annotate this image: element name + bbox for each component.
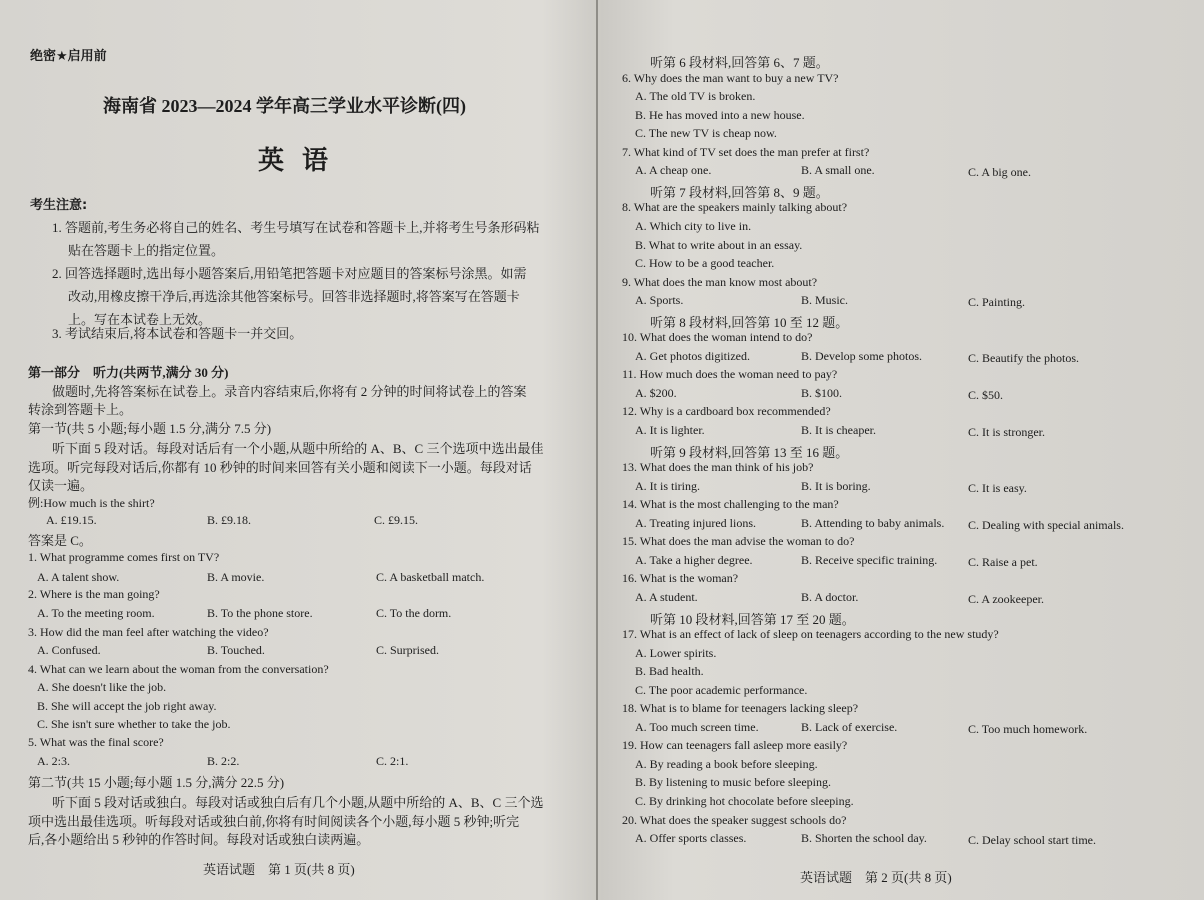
option-b: B. Develop some photos.: [801, 348, 922, 363]
option-a: A. Offer sports classes.: [635, 831, 747, 846]
example-answer: 答案是 C。: [28, 533, 92, 548]
part1-intro-line: 转涂到答题卡上。: [28, 402, 133, 417]
option-b: B. It is boring.: [801, 478, 871, 493]
option-c: C. By drinking hot chocolate before sleeping.: [635, 794, 854, 808]
option-b: B. He has moved into a new house.: [635, 107, 805, 122]
option-b: B. A doctor.: [801, 589, 859, 604]
option-a: A. $200.: [635, 385, 677, 400]
option-b: B. It is cheaper.: [801, 423, 876, 437]
notice-heading: 考生注意:: [30, 198, 88, 213]
option-a: A. A student.: [635, 589, 698, 604]
option-c: C. The poor academic performance.: [635, 682, 808, 697]
notice-line: 1. 答题前,考生务必将自己的姓名、考生号填写在试卷和答题卡上,并将考生号条形码粘: [52, 220, 540, 235]
section2-intro-line: 后,各小题给出 5 秒钟的作答时间。每段对话或独白读两遍。: [28, 832, 370, 847]
option-b: B. Attending to baby animals.: [801, 515, 945, 530]
part1-intro-line: 做题时,先将答案标在试卷上。录音内容结束后,你将有 2 分钟的时间将试卷上的答案: [52, 384, 527, 399]
section1-intro-line: 选项。听完每段对话后,你都有 10 秒钟的时间来回答有关小题和阅读下一小题。每段对话: [28, 460, 532, 475]
option-c: C. $50.: [968, 387, 1004, 402]
question-3: 3. How did the man feel after watching the video?: [28, 625, 269, 639]
audio-intro: 听第 8 段材料,回答第 10 至 12 题。: [650, 314, 849, 330]
audio-intro: 听第 7 段材料,回答第 8、9 题。: [650, 184, 829, 200]
option-c: C. How to be a good teacher.: [635, 256, 775, 271]
question: 10. What does the woman intend to do?: [622, 330, 813, 345]
question-5-option-b: B. 2:2.: [207, 754, 240, 768]
notice-line: 3. 考试结束后,将本试卷和答题卡一并交回。: [52, 326, 303, 341]
option-b: B. Music.: [801, 293, 849, 308]
audio-intro: 听第 6 段材料,回答第 6、7 题。: [650, 55, 829, 70]
option-a: A. Which city to live in.: [635, 218, 752, 233]
question: 18. What is to blame for teenagers lacking sleep?: [622, 701, 859, 716]
option-c: C. Delay school start time.: [968, 833, 1096, 848]
page-footer: 英语试题 第 1 页(共 8 页): [203, 862, 355, 877]
question: 7. What kind of TV set does the man prefer at first?: [622, 144, 870, 159]
subject-title: 英语: [258, 146, 347, 176]
option-c: C. It is stronger.: [968, 425, 1045, 439]
section2-intro-line: 项中选出最佳选项。听每段对话或独白前,你将有时间阅读各个小题,每小题 5 秒钟;听完: [28, 814, 520, 829]
exam-title: 海南省 2023—2024 学年高三学业水平诊断(四): [103, 96, 466, 116]
confidential-label: 绝密★启用前: [30, 49, 107, 64]
option-b: B. $100.: [801, 385, 843, 400]
section1-heading: 第一节(共 5 小题;每小题 1.5 分,满分 7.5 分): [28, 421, 272, 436]
question-3-option-b: B. Touched.: [207, 643, 265, 657]
option-c: C. Too much homework.: [968, 721, 1088, 736]
question-1: 1. What programme comes first on TV?: [28, 550, 220, 564]
option-c: C. Dealing with special animals.: [968, 517, 1124, 532]
section2-intro-line: 听下面 5 段对话或独白。每段对话或独白后有几个小题,从题中所给的 A、B、C 三个选: [52, 795, 544, 810]
notice-line: 贴在答题卡上的指定位置。: [68, 243, 225, 258]
question-5-option-c: C. 2:1.: [376, 754, 409, 768]
notice-line: 2. 回答选择题时,选出每小题答案后,用铅笔把答题卡对应题目的答案标号涂黑。如需: [52, 266, 527, 281]
question-2-option-c: C. To the dorm.: [376, 606, 452, 620]
question-2-option-b: B. To the phone store.: [207, 606, 313, 620]
question-4-option-c: C. She isn't sure whether to take the job.: [37, 717, 231, 731]
audio-intro: 听第 10 段材料,回答第 17 至 20 题。: [650, 611, 855, 627]
example-question: 例:How much is the shirt?: [28, 496, 155, 510]
section1-intro-line: 听下面 5 段对话。每段对话后有一个小题,从题中所给的 A、B、C 三个选项中选出最佳: [52, 441, 544, 456]
page-footer: 英语试题 第 2 页(共 8 页): [800, 870, 952, 885]
question-3-option-c: C. Surprised.: [376, 643, 439, 657]
question: 9. What does the man know most about?: [622, 274, 818, 289]
question-1-option-c: C. A basketball match.: [376, 570, 485, 584]
question-1-option-a: A. A talent show.: [37, 570, 120, 584]
question: 14. What is the most challenging to the man?: [622, 497, 839, 512]
question: 17. What is an effect of lack of sleep on teenagers according to the new study?: [622, 627, 999, 642]
notice-line: 上。写在本试卷上无效。: [68, 312, 212, 327]
option-a: A. Sports.: [635, 293, 684, 308]
question-2-option-a: A. To the meeting room.: [37, 606, 155, 620]
audio-intro: 听第 9 段材料,回答第 13 至 16 题。: [650, 444, 849, 460]
option-c: C. Raise a pet.: [968, 554, 1038, 569]
example-option-c: C. £9.15.: [374, 513, 419, 527]
option-b: B. Lack of exercise.: [801, 719, 898, 734]
option-a: A. It is lighter.: [635, 423, 705, 437]
right-page: [598, 0, 1204, 900]
option-a: A. By reading a book before sleeping.: [635, 756, 818, 771]
question-5-option-a: A. 2:3.: [37, 754, 70, 768]
option-c: C. Painting.: [968, 295, 1026, 310]
part1-heading: 第一部分 听力(共两节,满分 30 分): [28, 365, 229, 380]
question: 15. What does the man advise the woman to do?: [622, 534, 855, 549]
option-c: C. A zookeeper.: [968, 591, 1044, 606]
option-c: C. It is easy.: [968, 480, 1027, 495]
section1-intro-line: 仅读一遍。: [28, 478, 94, 493]
example-option-b: B. £9.18.: [207, 513, 252, 527]
question-2: 2. Where is the man going?: [28, 587, 160, 601]
question: 11. How much does the woman need to pay?: [622, 367, 838, 382]
question: 20. What does the speaker suggest schools do?: [622, 812, 847, 827]
question: 13. What does the man think of his job?: [622, 460, 814, 475]
question: 12. Why is a cardboard box recommended?: [622, 404, 831, 419]
option-c: C. The new TV is cheap now.: [635, 126, 777, 141]
question: 16. What is the woman?: [622, 571, 739, 586]
option-b: B. By listening to music before sleeping.: [635, 775, 831, 790]
section2-heading: 第二节(共 15 小题;每小题 1.5 分,满分 22.5 分): [28, 775, 285, 790]
question-4-option-b: B. She will accept the job right away.: [37, 699, 217, 713]
example-option-a: A. £19.15.: [46, 513, 97, 527]
question-3-option-a: A. Confused.: [37, 643, 101, 657]
notice-line: 改动,用橡皮擦干净后,再选涂其他答案标号。回答非选择题时,将答案写在答题卡: [68, 289, 520, 304]
question-5: 5. What was the final score?: [28, 735, 164, 749]
question-1-option-b: B. A movie.: [207, 570, 265, 584]
question: 6. Why does the man want to buy a new TV?: [622, 70, 839, 85]
option-c: C. A big one.: [968, 165, 1032, 180]
option-a: A. Too much screen time.: [635, 719, 759, 734]
option-a: A. It is tiring.: [635, 478, 700, 493]
option-c: C. Beautify the photos.: [968, 350, 1079, 365]
question: 19. How can teenagers fall asleep more easily?: [622, 738, 848, 753]
question-4-option-a: A. She doesn't like the job.: [37, 680, 167, 694]
option-a: A. The old TV is broken.: [635, 89, 756, 104]
option-a: A. Treating injured lions.: [635, 515, 757, 530]
option-b: B. What to write about in an essay.: [635, 237, 803, 252]
option-b: B. Receive specific training.: [801, 552, 938, 567]
left-page: [0, 0, 596, 900]
question-4: 4. What can we learn about the woman from the conversation?: [28, 662, 329, 676]
option-a: A. Lower spirits.: [635, 645, 717, 660]
question: 8. What are the speakers mainly talking about?: [622, 200, 848, 215]
option-b: B. Shorten the school day.: [801, 831, 927, 846]
option-b: B. Bad health.: [635, 664, 704, 679]
option-a: A. Take a higher degree.: [635, 552, 753, 567]
option-a: A. A cheap one.: [635, 163, 712, 178]
option-a: A. Get photos digitized.: [635, 348, 750, 363]
option-b: B. A small one.: [801, 163, 875, 178]
